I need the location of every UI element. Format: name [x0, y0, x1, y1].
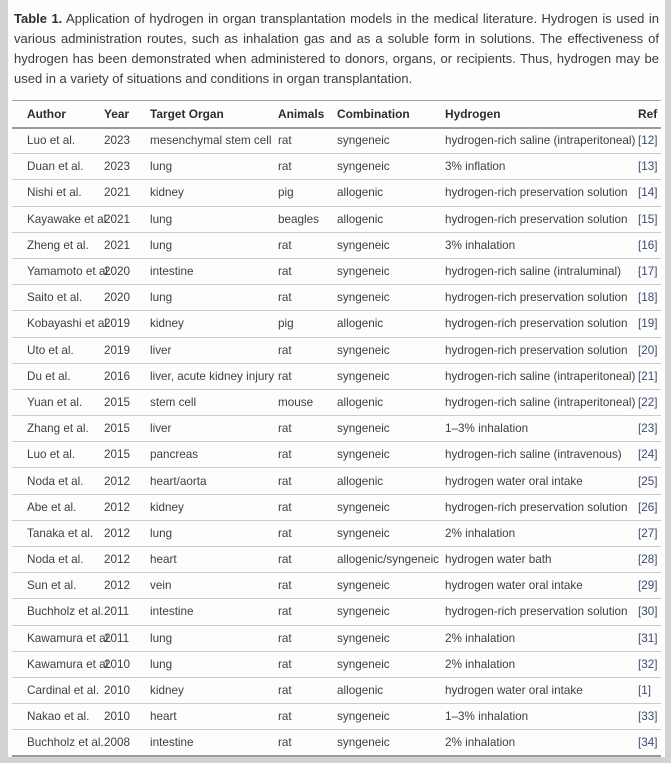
ref-link[interactable]: [23]	[638, 422, 658, 436]
cell-ref	[638, 599, 661, 625]
cell-year: 2023	[104, 128, 150, 154]
column-header-hydrogen: Hydrogen	[445, 101, 638, 128]
cell-animals: rat	[278, 651, 337, 677]
cell-ref	[638, 180, 661, 206]
cell-author: Kawamura et al.	[12, 651, 104, 677]
cell-animals: rat	[278, 232, 337, 258]
ref-link[interactable]: [24]	[638, 448, 658, 462]
table-row	[12, 651, 661, 677]
ref-link[interactable]: [22]	[638, 395, 658, 409]
cell-year: 2021	[104, 206, 150, 232]
cell-year: 2011	[104, 625, 150, 651]
cell-animals: rat	[278, 547, 337, 573]
cell-combination: syngeneic	[337, 285, 445, 311]
table-row	[12, 468, 661, 494]
ref-link[interactable]: [1]	[638, 684, 651, 698]
table-row	[12, 180, 661, 206]
ref-link[interactable]: [19]	[638, 317, 658, 331]
cell-animals: rat	[278, 677, 337, 703]
table-row	[12, 625, 661, 651]
cell-ref	[638, 311, 661, 337]
cell-combination: syngeneic	[337, 442, 445, 468]
cell-hydrogen: hydrogen-rich saline (intraperitoneal)	[445, 389, 638, 415]
cell-author: Noda et al.	[12, 468, 104, 494]
cell-combination: syngeneic	[337, 258, 445, 284]
cell-target_organ: lung	[150, 651, 278, 677]
cell-animals: rat	[278, 258, 337, 284]
cell-hydrogen: 3% inhalation	[445, 232, 638, 258]
cell-ref	[638, 730, 661, 756]
cell-target_organ: pancreas	[150, 442, 278, 468]
cell-target_organ: liver	[150, 416, 278, 442]
cell-combination: syngeneic	[337, 154, 445, 180]
cell-animals: rat	[278, 730, 337, 756]
cell-year: 2008	[104, 730, 150, 756]
cell-target_organ: intestine	[150, 258, 278, 284]
cell-combination: syngeneic	[337, 599, 445, 625]
cell-combination: allogenic	[337, 468, 445, 494]
cell-year: 2015	[104, 416, 150, 442]
cell-combination: syngeneic	[337, 651, 445, 677]
cell-author: Yamamoto et al.	[12, 258, 104, 284]
column-header-combination: Combination	[337, 101, 445, 128]
cell-animals: rat	[278, 337, 337, 363]
cell-ref	[638, 520, 661, 546]
cell-author: Buchholz et al.	[12, 599, 104, 625]
column-header-target_organ: Target Organ	[150, 101, 278, 128]
cell-combination: syngeneic	[337, 573, 445, 599]
cell-hydrogen: hydrogen-rich preservation solution	[445, 599, 638, 625]
cell-target_organ: heart	[150, 547, 278, 573]
ref-link[interactable]: [30]	[638, 605, 658, 619]
table-row	[12, 389, 661, 415]
cell-target_organ: lung	[150, 206, 278, 232]
cell-hydrogen: hydrogen-rich saline (intraluminal)	[445, 258, 638, 284]
cell-ref	[638, 704, 661, 730]
cell-author: Du et al.	[12, 363, 104, 389]
cell-ref	[638, 232, 661, 258]
cell-ref	[638, 389, 661, 415]
cell-ref	[638, 128, 661, 154]
table-row	[12, 258, 661, 284]
ref-link[interactable]: [28]	[638, 553, 658, 567]
cell-combination: syngeneic	[337, 232, 445, 258]
cell-year: 2016	[104, 363, 150, 389]
cell-hydrogen: hydrogen water oral intake	[445, 677, 638, 703]
table-row	[12, 337, 661, 363]
cell-author: Zhang et al.	[12, 416, 104, 442]
cell-ref	[638, 258, 661, 284]
cell-combination: syngeneic	[337, 704, 445, 730]
cell-animals: rat	[278, 573, 337, 599]
cell-hydrogen: hydrogen-rich saline (intraperitoneal)	[445, 363, 638, 389]
ref-link[interactable]: [21]	[638, 369, 658, 383]
ref-link[interactable]: [20]	[638, 343, 658, 357]
cell-year: 2012	[104, 547, 150, 573]
cell-year: 2021	[104, 180, 150, 206]
cell-hydrogen: 2% inhalation	[445, 730, 638, 756]
cell-hydrogen: 3% inflation	[445, 154, 638, 180]
ref-link[interactable]: [32]	[638, 657, 658, 671]
cell-year: 2020	[104, 258, 150, 284]
ref-link[interactable]: [26]	[638, 500, 658, 514]
cell-target_organ: lung	[150, 285, 278, 311]
cell-author: Buchholz et al.	[12, 730, 104, 756]
cell-author: Duan et al.	[12, 154, 104, 180]
cell-author: Luo et al.	[12, 442, 104, 468]
cell-target_organ: liver, acute kidney injury	[150, 363, 278, 389]
table-row	[12, 494, 661, 520]
ref-link[interactable]: [27]	[638, 526, 658, 540]
cell-hydrogen: hydrogen water oral intake	[445, 573, 638, 599]
cell-combination: allogenic	[337, 206, 445, 232]
cell-animals: pig	[278, 311, 337, 337]
cell-target_organ: kidney	[150, 180, 278, 206]
cell-ref	[638, 337, 661, 363]
cell-animals: rat	[278, 442, 337, 468]
cell-combination: syngeneic	[337, 494, 445, 520]
table-row	[12, 154, 661, 180]
column-header-year: Year	[104, 101, 150, 128]
ref-link[interactable]: [18]	[638, 291, 658, 305]
cell-combination: allogenic	[337, 677, 445, 703]
cell-hydrogen: hydrogen-rich preservation solution	[445, 311, 638, 337]
cell-year: 2019	[104, 337, 150, 363]
cell-animals: rat	[278, 128, 337, 154]
cell-target_organ: lung	[150, 232, 278, 258]
cell-year: 2010	[104, 651, 150, 677]
table-row	[12, 520, 661, 546]
ref-link[interactable]: [14]	[638, 186, 658, 200]
table-row	[12, 128, 661, 154]
cell-year: 2010	[104, 704, 150, 730]
table-row	[12, 206, 661, 232]
table-row	[12, 547, 661, 573]
cell-year: 2023	[104, 154, 150, 180]
cell-combination: syngeneic	[337, 416, 445, 442]
cell-year: 2010	[104, 677, 150, 703]
cell-author: Uto et al.	[12, 337, 104, 363]
cell-target_organ: vein	[150, 573, 278, 599]
table-row	[12, 285, 661, 311]
cell-author: Noda et al.	[12, 547, 104, 573]
cell-hydrogen: 2% inhalation	[445, 520, 638, 546]
cell-ref	[638, 154, 661, 180]
cell-year: 2011	[104, 599, 150, 625]
table-row	[12, 599, 661, 625]
cell-target_organ: kidney	[150, 311, 278, 337]
cell-target_organ: intestine	[150, 730, 278, 756]
cell-animals: beagles	[278, 206, 337, 232]
cell-author: Luo et al.	[12, 128, 104, 154]
table-row	[12, 677, 661, 703]
cell-hydrogen: 2% inhalation	[445, 651, 638, 677]
cell-combination: allogenic/syngeneic	[337, 547, 445, 573]
ref-link[interactable]: [15]	[638, 212, 658, 226]
cell-ref	[638, 625, 661, 651]
table-row	[12, 363, 661, 389]
table-row	[12, 442, 661, 468]
ref-link[interactable]: [34]	[638, 736, 658, 750]
cell-ref	[638, 206, 661, 232]
ref-link[interactable]: [33]	[638, 710, 658, 724]
cell-author: Saito et al.	[12, 285, 104, 311]
table-caption	[14, 9, 659, 89]
cell-year: 2012	[104, 520, 150, 546]
cell-animals: rat	[278, 625, 337, 651]
cell-hydrogen: 1–3% inhalation	[445, 704, 638, 730]
cell-author: Tanaka et al.	[12, 520, 104, 546]
data-table	[12, 100, 661, 757]
cell-year: 2019	[104, 311, 150, 337]
cell-hydrogen: hydrogen-rich preservation solution	[445, 337, 638, 363]
cell-year: 2015	[104, 442, 150, 468]
cell-animals: rat	[278, 704, 337, 730]
cell-hydrogen: 1–3% inhalation	[445, 416, 638, 442]
cell-animals: rat	[278, 599, 337, 625]
cell-ref	[638, 494, 661, 520]
cell-combination: syngeneic	[337, 128, 445, 154]
cell-target_organ: kidney	[150, 494, 278, 520]
table-row	[12, 416, 661, 442]
cell-ref	[638, 468, 661, 494]
cell-ref	[638, 573, 661, 599]
cell-ref	[638, 442, 661, 468]
cell-combination: syngeneic	[337, 337, 445, 363]
table-row	[12, 232, 661, 258]
table-caption-label: Table 1.	[14, 11, 63, 26]
cell-hydrogen: 2% inhalation	[445, 625, 638, 651]
cell-combination: allogenic	[337, 311, 445, 337]
cell-hydrogen: hydrogen-rich preservation solution	[445, 180, 638, 206]
cell-ref	[638, 677, 661, 703]
cell-hydrogen: hydrogen-rich saline (intravenous)	[445, 442, 638, 468]
cell-animals: rat	[278, 468, 337, 494]
cell-year: 2012	[104, 468, 150, 494]
cell-author: Yuan et al.	[12, 389, 104, 415]
cell-author: Sun et al.	[12, 573, 104, 599]
cell-animals: rat	[278, 494, 337, 520]
column-header-author: Author	[12, 101, 104, 128]
cell-author: Kobayashi et al.	[12, 311, 104, 337]
cell-author: Cardinal et al.	[12, 677, 104, 703]
cell-target_organ: kidney	[150, 677, 278, 703]
cell-target_organ: lung	[150, 625, 278, 651]
cell-target_organ: liver	[150, 337, 278, 363]
cell-combination: allogenic	[337, 389, 445, 415]
cell-combination: allogenic	[337, 180, 445, 206]
cell-hydrogen: hydrogen water bath	[445, 547, 638, 573]
table-panel	[8, 0, 665, 757]
cell-year: 2012	[104, 573, 150, 599]
cell-animals: rat	[278, 520, 337, 546]
ref-link[interactable]: [25]	[638, 474, 658, 488]
cell-ref	[638, 547, 661, 573]
cell-animals: mouse	[278, 389, 337, 415]
ref-link[interactable]: [16]	[638, 238, 658, 252]
cell-target_organ: mesenchymal stem cell	[150, 128, 278, 154]
cell-hydrogen: hydrogen-rich preservation solution	[445, 206, 638, 232]
cell-animals: rat	[278, 363, 337, 389]
cell-target_organ: lung	[150, 154, 278, 180]
cell-ref	[638, 363, 661, 389]
cell-author: Abe et al.	[12, 494, 104, 520]
cell-animals: rat	[278, 416, 337, 442]
ref-link[interactable]: [13]	[638, 160, 658, 174]
cell-author: Kayawake et al.	[12, 206, 104, 232]
cell-ref	[638, 285, 661, 311]
cell-animals: pig	[278, 180, 337, 206]
cell-year: 2021	[104, 232, 150, 258]
cell-ref	[638, 651, 661, 677]
cell-hydrogen: hydrogen-rich saline (intraperitoneal)	[445, 128, 638, 154]
cell-target_organ: heart	[150, 704, 278, 730]
cell-combination: syngeneic	[337, 730, 445, 756]
cell-hydrogen: hydrogen water oral intake	[445, 468, 638, 494]
table-caption-text: Application of hydrogen in organ transplantation models in the medical literature. Hydrogen is used in various administration routes, such as inhalation gas and as a soluble form in solutions. The effectiveness of hydrogen has been demonstrated when administered to donors, organs, or recipients. Thus, hydrogen may be used in a variety of situations and conditions in organ transplantation.	[14, 11, 659, 86]
table-row	[12, 704, 661, 730]
cell-hydrogen: hydrogen-rich preservation solution	[445, 285, 638, 311]
cell-combination: syngeneic	[337, 363, 445, 389]
cell-animals: rat	[278, 154, 337, 180]
column-header-animals: Animals	[278, 101, 337, 128]
cell-author: Nakao et al.	[12, 704, 104, 730]
cell-combination: syngeneic	[337, 520, 445, 546]
cell-author: Zheng et al.	[12, 232, 104, 258]
ref-link[interactable]: [17]	[638, 265, 658, 279]
cell-target_organ: lung	[150, 520, 278, 546]
ref-link[interactable]: [31]	[638, 631, 658, 645]
cell-ref	[638, 416, 661, 442]
cell-author: Nishi et al.	[12, 180, 104, 206]
cell-combination: syngeneic	[337, 625, 445, 651]
cell-year: 2015	[104, 389, 150, 415]
cell-animals: rat	[278, 285, 337, 311]
header-row	[12, 101, 661, 128]
cell-year: 2020	[104, 285, 150, 311]
cell-target_organ: intestine	[150, 599, 278, 625]
table-row	[12, 730, 661, 756]
column-header-ref: Ref	[638, 101, 661, 128]
table-row	[12, 573, 661, 599]
ref-link[interactable]: [12]	[638, 134, 658, 148]
cell-author: Kawamura et al.	[12, 625, 104, 651]
table-row	[12, 311, 661, 337]
cell-hydrogen: hydrogen-rich preservation solution	[445, 494, 638, 520]
cell-year: 2012	[104, 494, 150, 520]
ref-link[interactable]: [29]	[638, 579, 658, 593]
cell-target_organ: stem cell	[150, 389, 278, 415]
cell-target_organ: heart/aorta	[150, 468, 278, 494]
